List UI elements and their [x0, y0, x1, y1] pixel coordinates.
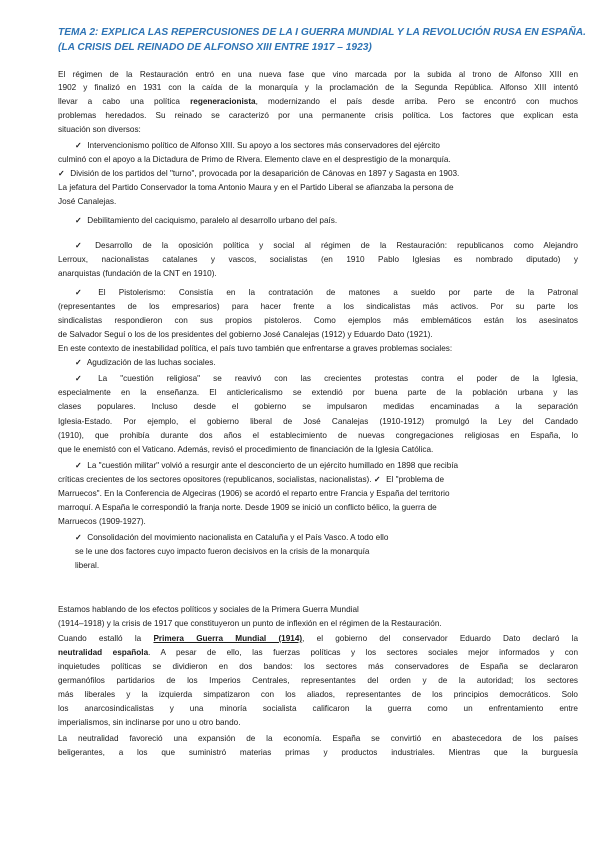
text-run: . A pesar de ello, las fuerzas políticas y los sectores sociales mejor informados y con — [148, 648, 578, 657]
paragraph-line: (1914–1918) y la crisis de 1917 que constituyeron un punto de inflexión en el régimen de la Restauración. — [58, 619, 442, 628]
check-icon: ✓ — [75, 288, 82, 297]
bullet-continuation: Lerroux, nacionalistas catalanes y vascos, socialistas (en 1910 Pablo Iglesias es nombrado diputado) y — [58, 255, 578, 264]
bullet-item — [75, 373, 578, 384]
bullet-continuation: sindicalistas respondieron con sus propios pistoleros. Como ejemplos más emblemáticos están los asesinatos — [58, 316, 578, 325]
bullet-continuation: marroquí. A España le correspondió la franja norte. Desde 1909 se inició un conflicto bélico, la guerra de — [58, 503, 437, 512]
text-run: El "problema de — [386, 475, 445, 484]
bullet-continuation: José Canalejas. — [58, 197, 117, 206]
bullet-item — [75, 357, 595, 368]
bullet-item — [75, 240, 578, 251]
check-icon: ✓ — [75, 241, 82, 250]
text-run: , el gobierno del conservador Eduardo Dato declaró la — [302, 634, 578, 643]
bullet-item — [75, 140, 595, 151]
bullet-continuation: de Salvador Seguí o los de los presidentes del gobierno José Canalejas (1912) y Eduardo Dato (1921). — [58, 330, 433, 339]
text-run: llevar a cabo una política — [58, 97, 191, 106]
bullet-text: Consolidación del movimiento nacionalista en Cataluña y el País Vasco. A todo ello — [87, 533, 389, 542]
bullet-text: Desarrollo de la oposición política y social al régimen de la Restauración: republicanos como Alejandro — [95, 241, 578, 250]
bullet-item — [58, 168, 578, 179]
paragraph-line: Estamos hablando de los efectos políticos y sociales de la Primera Guerra Mundial — [58, 605, 359, 614]
bullet-continuation: se le une dos factores cuyo impacto fueron decisivos en la crisis de la monarquía — [75, 547, 370, 556]
bullet-continuation: (1910), que prohibía durante dos años el establecimiento de nuevas congregaciones religiosas en España, lo — [58, 431, 578, 440]
check-icon: ✓ — [58, 169, 65, 178]
bullet-continuation: Iglesia-Estado. Por ejemplo, el gobierno liberal de José Canalejas (1910-1912) promulgó la Ley del Candado — [58, 417, 578, 426]
paragraph-line: germanófilos partidarios de los Imperios Centrales, representantes del orden y de la autoridad; los sectores — [58, 676, 578, 685]
bullet-continuation: Marruecos (1909-1927). — [58, 517, 146, 526]
bold-underlined-term: Primera Guerra Mundial (1914) — [153, 634, 303, 643]
check-icon: ✓ — [75, 374, 82, 383]
paragraph-line: inquietudes políticas se dividieron en dos bandos: los sectores más conservadores de España se declararon — [58, 662, 578, 671]
paragraph-line: En este contexto de inestabilidad política, el país tuvo también que enfrentarse a graves problemas sociales: — [58, 344, 453, 353]
bullet-continuation: liberal. — [75, 561, 100, 570]
bold-term-neutralidad: neutralidad española — [58, 648, 149, 657]
bullet-continuation: anarquistas (fundación de la CNT en 1910). — [58, 269, 217, 278]
bullet-text: Debilitamiento del caciquismo, paralelo al desarrollo urbano del país. — [87, 216, 338, 225]
paragraph-line: La neutralidad favoreció una expansión de la economía. España se convirtió en abastecedora de los países — [58, 734, 578, 743]
bullet-continuation — [58, 474, 578, 485]
check-icon: ✓ — [75, 141, 82, 150]
bullet-item — [75, 460, 595, 471]
bullet-continuation: Marruecos". En la Conferencia de Algeciras (1906) se acordó el reparto entre Francia y España del territorio — [58, 489, 450, 498]
paragraph-line — [58, 633, 578, 644]
bullet-text: El Pistolerismo: Consistía en la contratación de matones a sueldo por parte de la Patronal — [98, 288, 578, 297]
bullet-continuation: (representantes de los empresarios) para hacer frente a los sindicalistas más activos. Por su parte los — [58, 302, 578, 311]
intro-paragraph-line — [58, 96, 578, 107]
intro-paragraph-line: situación son diversos: — [58, 125, 141, 134]
intro-paragraph-line: problemas heredados. Su reinado se caracterizó por una permanente crisis política. Los factores que explican esta — [58, 111, 578, 120]
bullet-continuation: que le enemistó con el Vaticano. Además, revisó el procedimiento de financiación de la Iglesia Católica. — [58, 445, 434, 454]
paragraph-line — [58, 647, 578, 658]
bullet-text: La "cuestión religiosa" se reavivó con las crecientes protestas contra el poder de la Iglesia, — [98, 374, 578, 383]
bullet-continuation: La jefatura del Partido Conservador la toma Antonio Maura y en el Partido Liberal se afianzaba la persona de — [58, 183, 454, 192]
check-icon: ✓ — [75, 533, 82, 542]
intro-paragraph-line: 1902 y finalizó en 1931 con la caída de la monarquía y la proclamación de la Segunda República. Alfonso XIII intentó — [58, 83, 578, 92]
document-title-line-2: (LA CRISIS DEL REINADO DE ALFONSO XIII ENTRE 1917 – 1923) — [58, 42, 372, 53]
paragraph-line: beligerantes, a los que suministró materias primas y productos industriales. Mientras que la burguesía — [58, 748, 578, 757]
bullet-continuation: culminó con el apoyo a la Dictadura de Primo de Rivera. Elemento clave en el desprestigio de la monarquía. — [58, 155, 451, 164]
bullet-text: División de los partidos del "turno", provocada por la desaparición de Cánovas en 1897 y Sagasta en 1903. — [70, 169, 460, 178]
check-icon: ✓ — [373, 475, 381, 484]
bullet-item — [75, 532, 595, 543]
text-run: críticas crecientes de los sectores opositores (republicanos, socialistas, nacionalistas). — [58, 475, 374, 484]
bullet-item — [75, 287, 578, 298]
check-icon: ✓ — [75, 216, 82, 225]
bold-term-regeneracionista: regeneracionista — [190, 97, 256, 106]
check-icon: ✓ — [75, 461, 82, 470]
paragraph-line: los anarcosindicalistas y una minoría socialista calificaron la guerra como un enfrentamiento entre — [58, 704, 578, 713]
bullet-text: Agudización de las luchas sociales. — [86, 358, 216, 367]
document-title-line-1: TEMA 2: EXPLICA LAS REPERCUSIONES DE LA I GUERRA MUNDIAL Y LA REVOLUCIÓN RUSA EN ESPAÑA. — [58, 27, 586, 38]
bullet-continuation: clases populares. Incluso desde el gobierno se impulsaron medidas encaminadas a la separación — [58, 402, 578, 411]
text-run: , modernizando el país desde arriba. Pero se encontró con muchos — [255, 97, 578, 106]
paragraph-line: más liberales y la izquierda simpatizaron con los aliados, representantes de los principios democráticos. Solo — [58, 690, 578, 699]
check-icon: ✓ — [75, 358, 82, 367]
paragraph-line: imperialismos, sin inclinarse por uno u otro bando. — [58, 718, 241, 727]
intro-paragraph-line: El régimen de la Restauración entró en una nueva fase que vino marcada por la subida al trono de Alfonso XIII en — [58, 70, 578, 79]
text-run: Cuando estalló la — [58, 634, 154, 643]
bullet-continuation: especialmente en la enseñanza. El anticlericalismo se extendió por buena parte de la población urbana y las — [58, 388, 578, 397]
bullet-item — [75, 215, 595, 226]
bullet-text: La "cuestión militar" volvió a resurgir ante el desconcierto de un ejército humillado en 1898 que recibía — [87, 461, 459, 470]
bullet-text: Intervencionismo político de Alfonso XIII. Su apoyo a los sectores más conservadores del ejército — [87, 141, 440, 150]
